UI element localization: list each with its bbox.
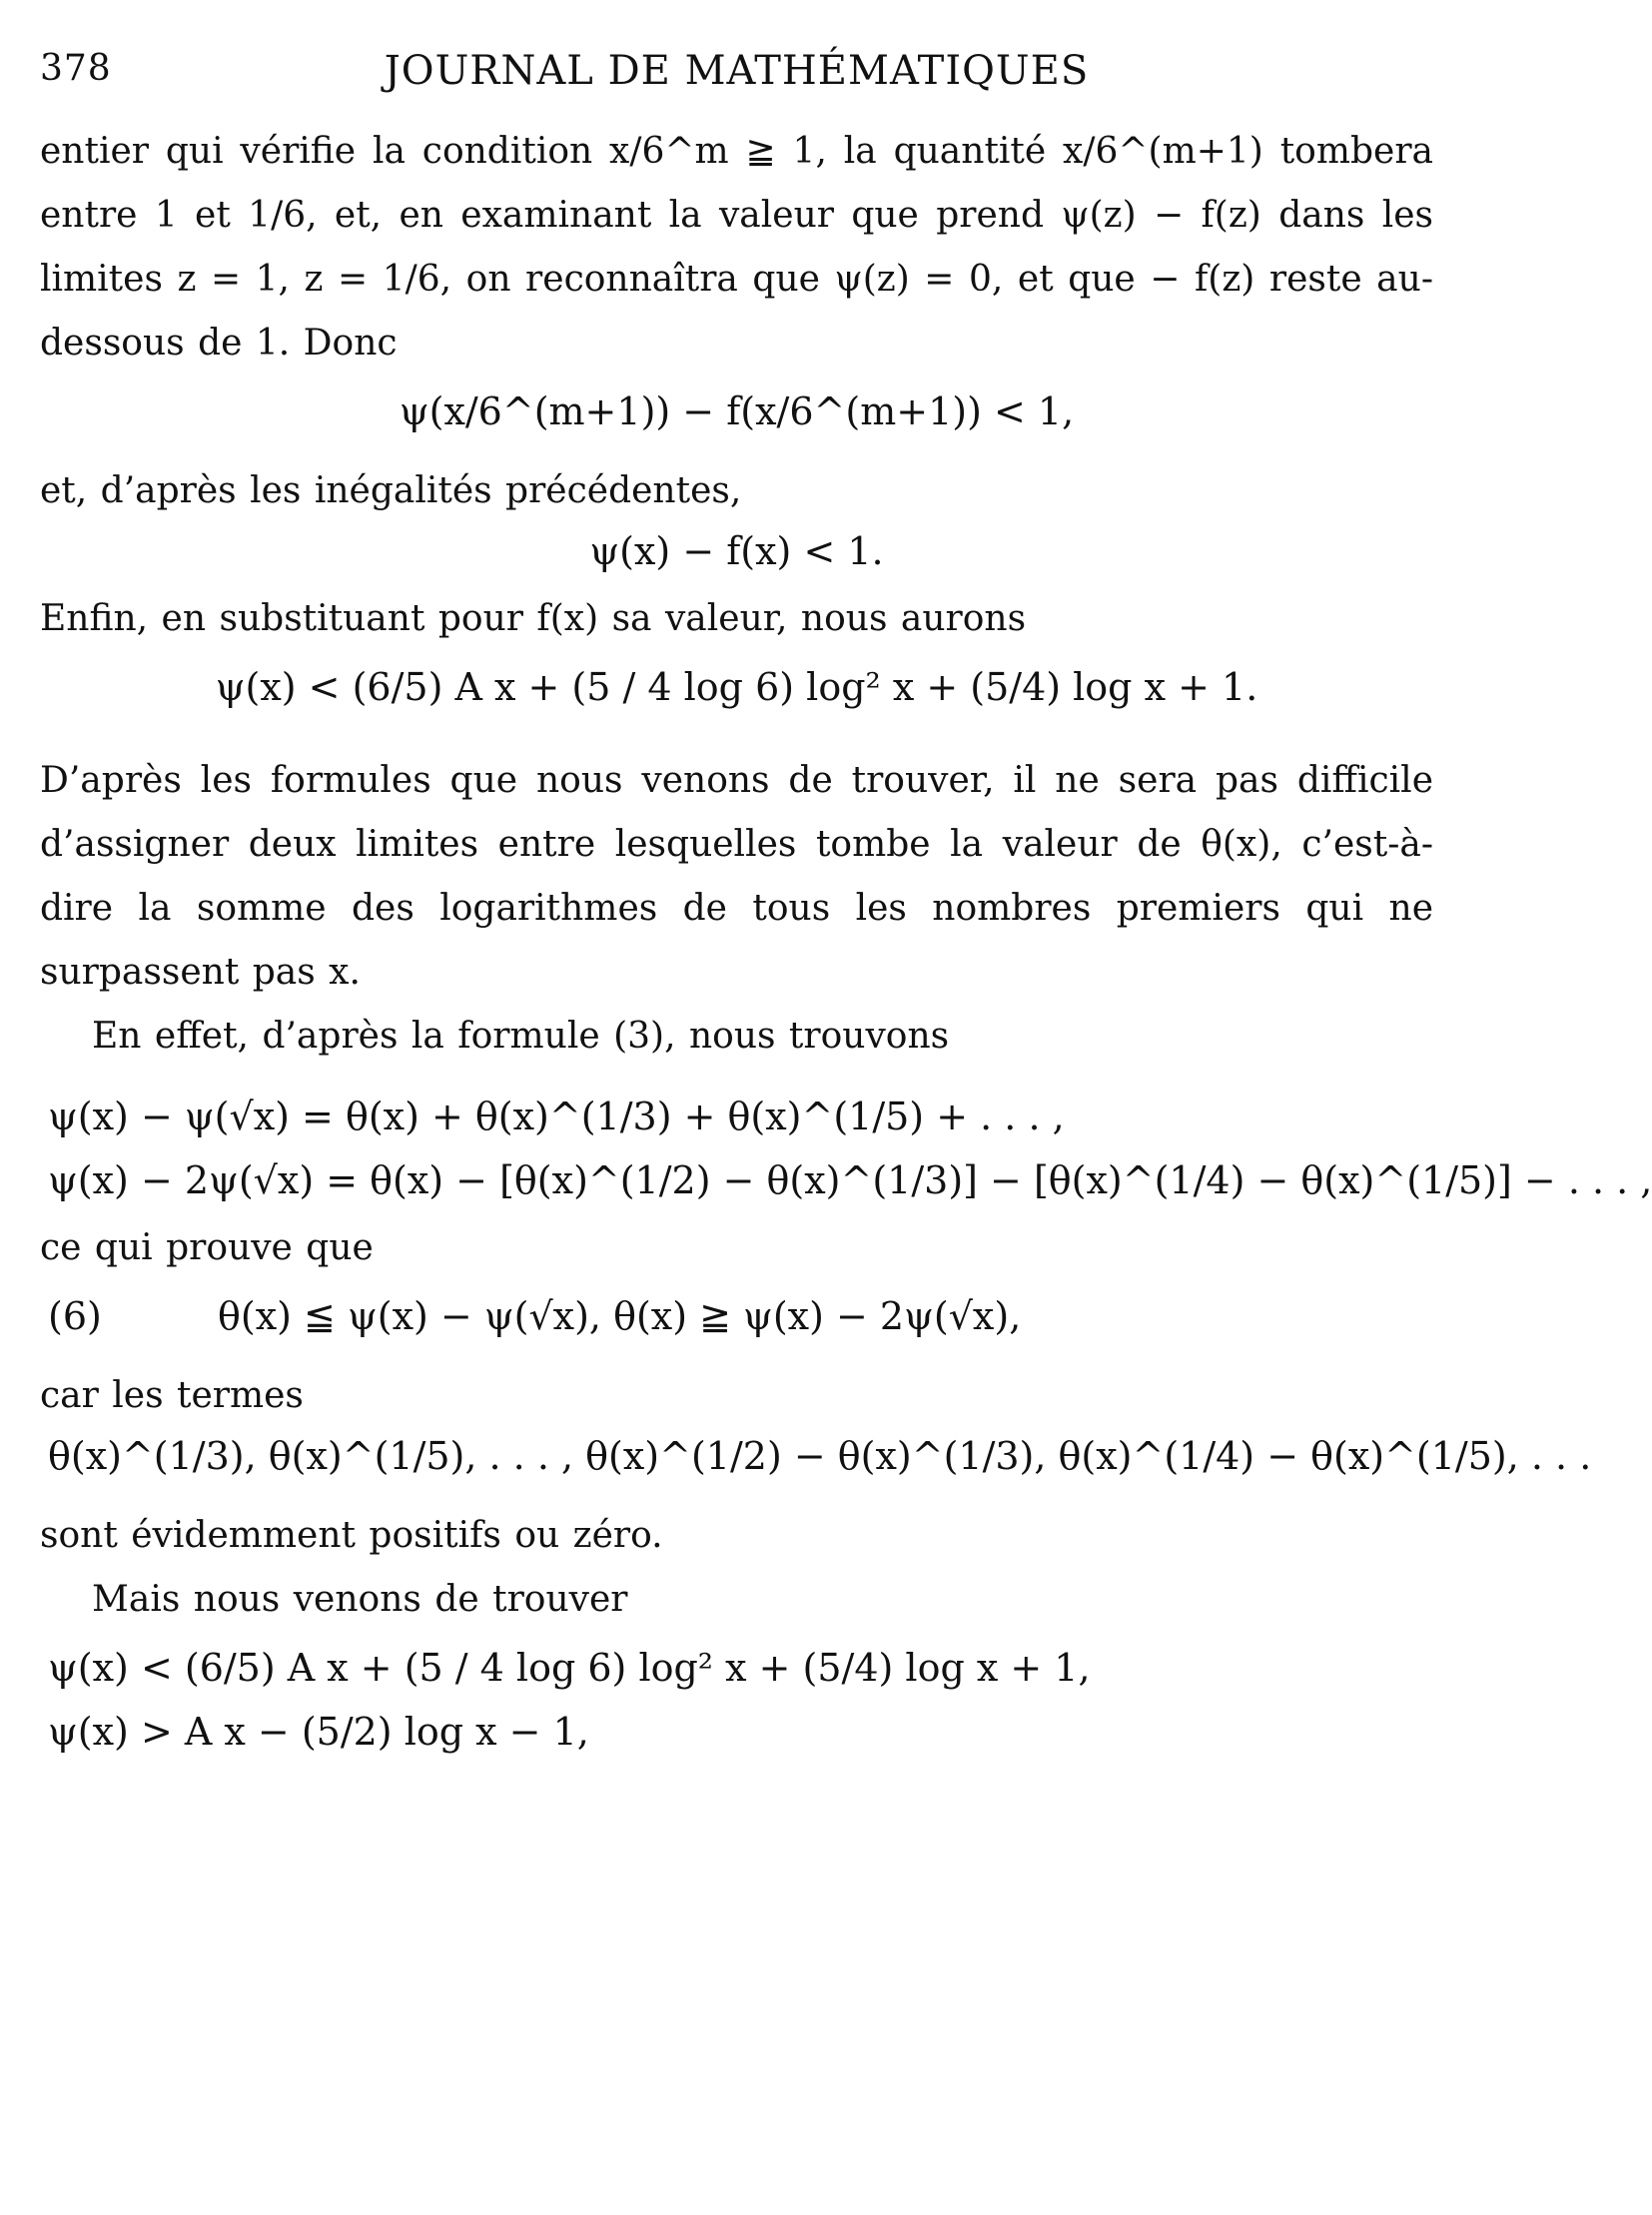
paragraph-5: En effet, d’après la formule (3), nous trouvons	[92, 1016, 950, 1057]
equation-5: θ(x) ≦ ψ(x) − ψ(√x), θ(x) ≧ ψ(x) − 2ψ(√x),	[218, 1294, 1022, 1338]
paragraph-2: et, d’après les inégalités précédentes,	[40, 470, 742, 511]
equation-4b: ψ(x) − 2ψ(√x) = θ(x) − [θ(x)^(1/2) − θ(x)^(1/3)] − [θ(x)^(1/4) − θ(x)^(1/5)] − . . . ,	[48, 1158, 1652, 1202]
paragraph-3: Enfin, en substituant pour f(x) sa valeur, nous aurons	[40, 598, 1027, 639]
equation-3: ψ(x) < (6/5) A x + (5 / 4 log 6) log² x + (5/4) log x + 1.	[215, 665, 1258, 709]
page-header	[40, 48, 1433, 96]
equation-7b: ψ(x) > A x − (5/2) log x − 1,	[48, 1710, 589, 1754]
paragraph-4: D’après les formules que nous venons de trouver, il ne sera pas difficile d’assigner deux limites entre lesquelles tombe la valeur de θ(x), c’est-à-dire la somme des logarithmes de tous les nombres premiers qui ne surpassent pas x.	[40, 760, 1433, 993]
page-content	[40, 120, 1652, 1760]
page-number: 378	[40, 48, 112, 89]
paragraph-7: car les termes	[40, 1375, 304, 1416]
paragraph-6: ce qui prouve que	[40, 1227, 374, 1268]
equation-5-row	[40, 1288, 1433, 1344]
equation-4a: ψ(x) − ψ(√x) = θ(x) + θ(x)^(1/3) + θ(x)^(1/5) + . . . ,	[48, 1095, 1065, 1138]
paragraph-9: Mais nous venons de trouver	[92, 1579, 628, 1620]
equation-7a: ψ(x) < (6/5) A x + (5 / 4 log 6) log² x + (5/4) log x + 1,	[48, 1646, 1091, 1690]
equation-6: θ(x)^(1/3), θ(x)^(1/5), . . . , θ(x)^(1/2) − θ(x)^(1/3), θ(x)^(1/4) − θ(x)^(1/5), . . .	[48, 1434, 1592, 1478]
paragraph-8: sont évidemment positifs ou zéro.	[40, 1515, 663, 1556]
paragraph-1: entier qui vérifie la condition x/6^m ≧ 1, la quantité x/6^(m+1) tombera entre 1 et 1/6, et, en examinant la valeur que prend ψ(z) − f(z) dans les limites z = 1, z = 1/6, on reconnaîtra que ψ(z) = 0, et que − f(z) reste au-dessous de 1. Donc	[40, 131, 1433, 364]
equation-2: ψ(x) − f(x) < 1.	[589, 529, 884, 573]
equation-number: (6)	[48, 1294, 102, 1338]
running-title: JOURNAL DE MATHÉMATIQUES	[384, 48, 1090, 94]
equation-1: ψ(x/6^(m+1)) − f(x/6^(m+1)) < 1,	[399, 389, 1075, 433]
